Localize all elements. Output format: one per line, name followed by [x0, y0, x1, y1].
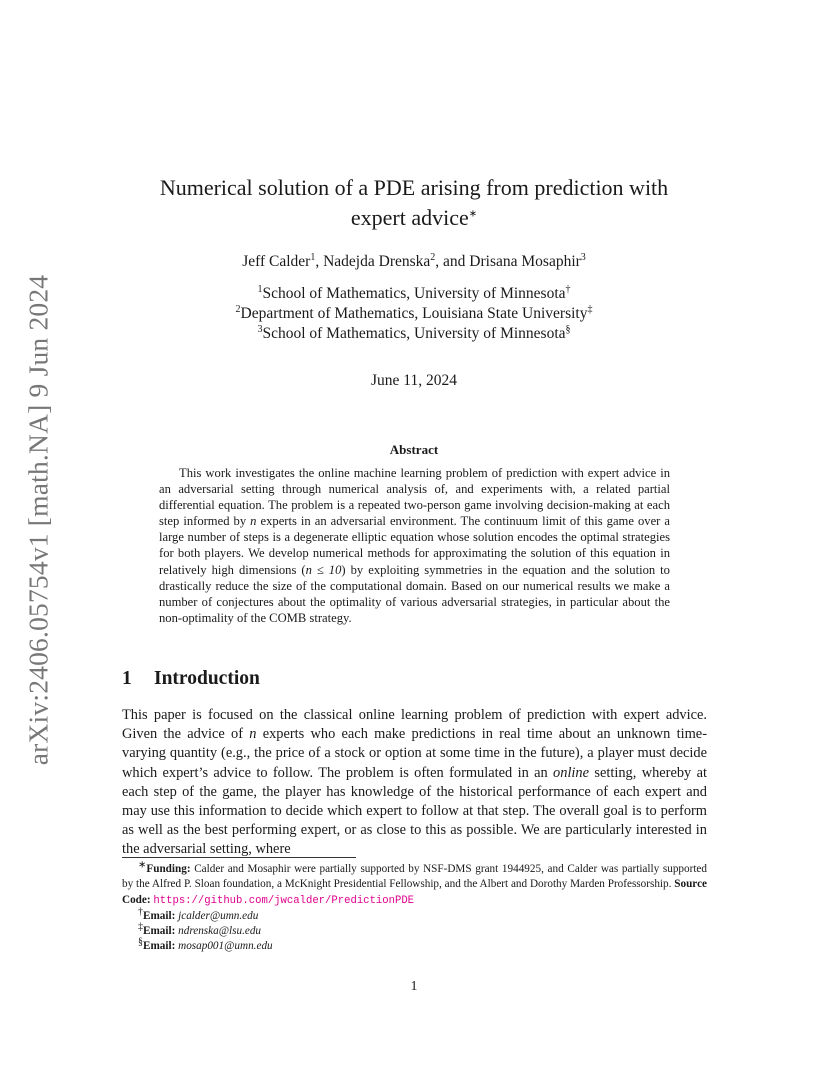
abstract-heading: Abstract [389, 442, 439, 457]
email-footnote: ‡Email: ndrenska@lsu.edu [138, 921, 262, 938]
source-code-link[interactable]: https://github.com/jwcalder/PredictionPDE [153, 894, 415, 907]
email-link[interactable]: ndrenska@lsu.edu [178, 925, 262, 938]
paper-title [100, 173, 728, 233]
author-affil-mark: 1 [310, 251, 316, 263]
author-list: Jeff Calder$^1$, Nadejda Drenska$^2$, and Drisana Mosaphir$^3$ [242, 251, 586, 270]
author-name: Nadejda Drenska [323, 253, 431, 270]
title-footnote-mark: ∗ [468, 208, 478, 220]
email-link[interactable]: jcalder@umn.edu [178, 909, 259, 922]
affiliation: $^1$School of Mathematics, University of Minnesota† [257, 283, 571, 302]
author-name: Jeff Calder [242, 253, 311, 270]
arxiv-side-stamp [8, 265, 68, 775]
abstract-text: This work investigates the online machine learning problem of prediction with expert advice in an adversarial setting through numerical analysis of, and experiments with, a related partial differential equation. The problem is a repeated two-person game involving decision-making at each step informed by n experts in an adversarial environment. The continuum limit of this game over a large number of steps is a degenerate elliptic equation whose solution encodes the optimal strategies for both players. We develop numerical methods for approximating the solution of this equation in relatively high dimensions (n ≤ 10) by exploiting symmetries in the equation and the solution to drastically reduce the size of the computational domain. Based on our numerical results we make a number of conjectures about the optimality of various adversarial strategies, in particular about the non-optimality of the COMB strategy. [159, 466, 670, 625]
email-footnote: §Email: mosap001@umn.edu [138, 936, 273, 953]
title-line-2: expert advice∗ [350, 205, 478, 230]
affiliation: $^2$Department of Mathematics, Louisiana State University‡ [235, 303, 593, 322]
funding-footnote: ∗Funding: Calder and Mosaphir were partially supported by NSF-DMS grant 1944925, and Calder was partially supported by the Alfred P. Sloan foundation, a McKnight Presidential Fellowship, and the Albert and Dorothy Marden Professorship. Source Code: https://github.com/jwcalder/PredictionPDE [122, 859, 707, 907]
intro-paragraph: This paper is focused on the classical online learning problem of prediction with expert advice. Given the advice of n experts who each make predictions in real time about an unknown time-varying quantity (e.g., the price of a stock or option at some time in the future), a player must decide which expert’s advice to follow. The problem is often formulated in an online setting, whereby at each step of the game, the player has knowledge of the historical performance of each expert and may use this information to decide which expert to follow at that step. The overall goal is to perform as well as the best performing expert, or as close to this as possible. We are particularly interested in the adversarial setting, where [122, 707, 707, 858]
paper-date: June 11, 2024 [371, 372, 457, 389]
email-link[interactable]: mosap001@umn.edu [178, 940, 273, 953]
affiliation: $^3$School of Mathematics, University of Minnesota§ [257, 323, 571, 342]
affiliation-list [100, 284, 728, 344]
author-affil-mark: 2 [430, 251, 436, 263]
section-number: 1 [122, 668, 132, 689]
arxiv-identifier: arXiv:2406.05754v1 [math.NA] 9 Jun 2024 [22, 274, 53, 766]
section-heading [122, 668, 260, 690]
title-line-1: Numerical solution of a PDE arising from prediction with [159, 175, 669, 200]
email-footnote: †Email: jcalder@umn.edu [138, 906, 259, 922]
page-number: 1 [410, 979, 418, 994]
section-title: Introduction [154, 668, 260, 689]
footnote-rule [122, 857, 356, 858]
author-affil-mark: 3 [580, 251, 586, 263]
author-name: Drisana Mosaphir [469, 253, 581, 270]
footnotes [122, 859, 707, 955]
